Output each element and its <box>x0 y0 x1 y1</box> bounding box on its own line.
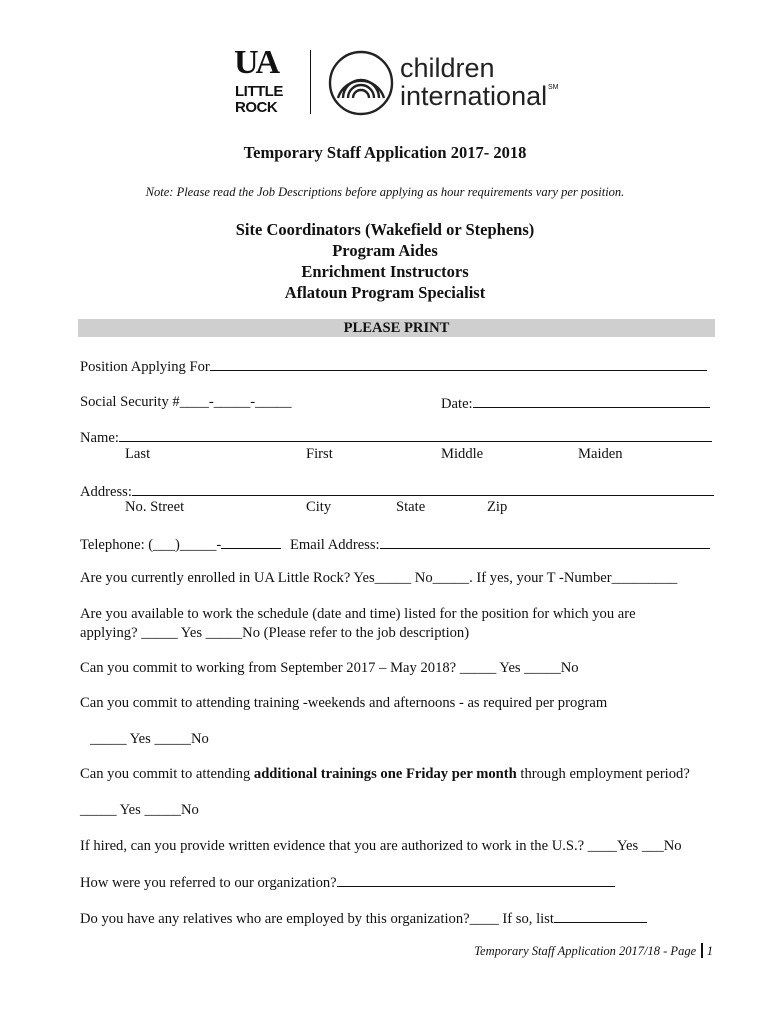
address-part-city: City <box>306 499 332 515</box>
date-label: Date: <box>441 396 473 412</box>
name-label: Name: <box>80 430 119 446</box>
question-relatives <box>80 909 647 928</box>
name-part-middle: Middle <box>441 446 484 462</box>
question-commit-dates[interactable]: Can you commit to working from September 2017 – May 2018? _____ Yes _____No <box>80 660 579 676</box>
name-part-maiden: Maiden <box>578 446 623 462</box>
email-field <box>290 535 710 554</box>
page-title: Temporary Staff Application 2017- 2018 <box>243 143 527 162</box>
relatives-label[interactable]: Do you have any relatives who are employed by this organization?____ If so, list <box>80 911 554 927</box>
ua-logo-text: UA <box>234 44 278 81</box>
logo-divider <box>310 50 311 114</box>
question-additional-training-answer[interactable]: _____ Yes _____No <box>80 802 199 818</box>
children-international-logo-icon <box>328 50 394 116</box>
page-number: 1 <box>706 944 713 958</box>
question-additional-training <box>80 766 690 783</box>
ci-wordmark-line2: international <box>400 81 548 111</box>
position-item: Site Coordinators (Wakefield or Stephens) <box>235 220 535 239</box>
question-availability-line1: Are you available to work the schedule (date and time) listed for the position for which you are <box>80 606 636 622</box>
referral-label: How were you referred to our organization? <box>80 875 337 891</box>
ua-logo-rock: ROCK <box>235 99 278 116</box>
service-mark: SM <box>548 84 559 91</box>
date-field <box>441 394 710 413</box>
position-item: Aflatoun Program Specialist <box>284 283 486 302</box>
position-label: Position Applying For <box>80 359 210 375</box>
position-field <box>80 357 707 376</box>
position-item: Enrichment Instructors <box>301 262 469 281</box>
question-enrolled[interactable]: Are you currently enrolled in UA Little Rock? Yes_____ No_____. If yes, your T -Number_________ <box>80 570 678 586</box>
question-training-answer[interactable]: _____ Yes _____No <box>90 731 209 747</box>
name-input-line[interactable] <box>119 428 712 442</box>
address-part-street: No. Street <box>125 499 185 515</box>
position-input-line[interactable] <box>210 357 707 371</box>
telephone-label: Telephone: (___)_____- <box>80 537 222 553</box>
ci-wordmark-line1: children <box>400 53 495 83</box>
telephone-field <box>80 535 281 554</box>
email-input-line[interactable] <box>380 535 710 549</box>
position-item: Program Aides <box>332 241 438 260</box>
q5-text-post: through employment period? <box>516 766 690 782</box>
referral-input-line[interactable] <box>337 873 615 887</box>
question-training: Can you commit to attending training -weekends and afternoons - as required per program <box>80 695 608 711</box>
address-label: Address: <box>80 484 132 500</box>
q5-text-pre: Can you commit to attending <box>80 766 254 782</box>
page-footer <box>474 943 713 959</box>
ua-little-rock-logo <box>232 44 290 118</box>
address-part-zip: Zip <box>487 499 508 515</box>
address-part-state: State <box>396 499 426 515</box>
q5-text-bold: additional trainings one Friday per month <box>253 766 517 782</box>
ua-logo-little: LITTLE <box>235 83 283 100</box>
address-input-line[interactable] <box>132 482 714 496</box>
relatives-input-line[interactable] <box>554 909 647 923</box>
name-part-last: Last <box>125 446 151 462</box>
name-field <box>80 428 712 447</box>
please-print-banner: PLEASE PRINT <box>78 319 715 337</box>
question-referral <box>80 873 615 892</box>
telephone-input-line[interactable] <box>221 535 281 549</box>
name-part-first: First <box>306 446 333 462</box>
footer-text: Temporary Staff Application 2017/18 - Page <box>474 944 697 958</box>
children-international-wordmark <box>400 54 547 110</box>
ssn-field[interactable]: Social Security #____-_____-_____ <box>80 394 292 410</box>
question-availability-line2[interactable]: applying? _____ Yes _____No (Please refer to the job description) <box>80 625 470 641</box>
footer-divider <box>701 943 703 958</box>
note: Note: Please read the Job Descriptions before applying as hour requirements vary per position. <box>145 185 625 199</box>
positions-list <box>0 219 770 303</box>
email-label: Email Address: <box>290 537 380 553</box>
question-work-authorization[interactable]: If hired, can you provide written evidence that you are authorized to work in the U.S.? ____Yes ___No <box>80 838 682 854</box>
date-input-line[interactable] <box>473 394 710 408</box>
